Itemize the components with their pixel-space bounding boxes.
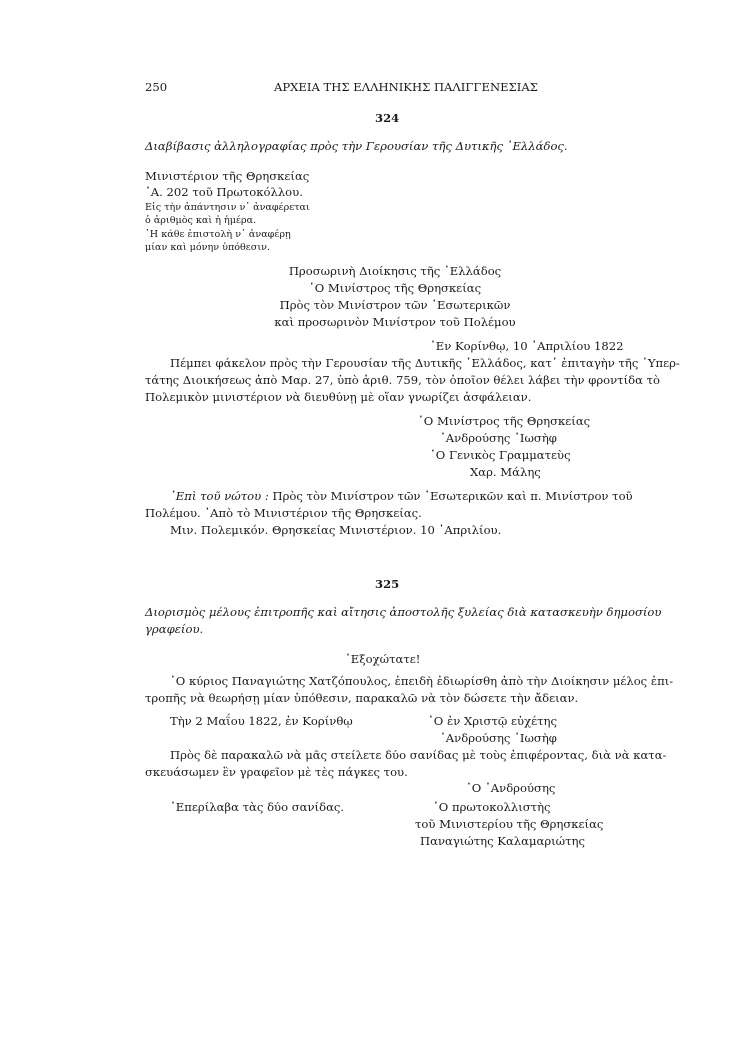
place-date: ᾿Εν Κορίνθῳ, 10 ᾿Απριλίου 1822	[430, 339, 624, 353]
document-title-325: γραφείου.	[145, 622, 204, 636]
signature-line: τοῦ Μινιστερίου τῆς Θρησκείας	[415, 817, 604, 831]
body-line: σκευάσωμεν ἓν γραφεῖον μὲ τὲς πάγκες του.	[145, 765, 408, 779]
protocol-note-line: ὁ ἀριθμὸς καὶ ἡ ἡμέρα.	[145, 215, 257, 226]
heading-line: Προσωρινὴ Διοίκησις τῆς ῾Ελλάδος	[288, 264, 502, 278]
receipt-note: ᾿Επερίλαβα τὰς δύο σανίδας.	[170, 800, 345, 814]
verso-line: Μιν. Πολεμικόν. Θρησκείας Μινιστέριον. 10 ᾿Απριλίου.	[170, 523, 502, 537]
signature-line: ᾿Ανδρούσης ᾿Ιωσὴφ	[440, 731, 557, 745]
document-number-325: 325	[375, 577, 400, 591]
document-title-324: Διαβίβασις ἀλληλογραφίας πρὸς τὴν Γερουσίαν τῆς Δυτικῆς ῾Ελλάδος.	[145, 139, 568, 153]
page-number: 250	[145, 80, 168, 94]
body-line: Πολεμικὸν μινιστέριον νὰ διευθύνῃ μὲ οἵαν γνωρίζει ἀσφάλειαν.	[145, 390, 532, 404]
signature-line: ῾Ο πρωτοκολλιστὴς	[433, 800, 551, 814]
heading-line: καὶ προσωρινὸν Μινίστρον τοῦ Πολέμου	[274, 315, 516, 329]
document-title-325: Διορισμὸς μέλους ἐπιτροπῆς καὶ αἴτησις ἀποστολῆς ξυλείας διὰ κατασκευὴν δημοσίου	[145, 605, 662, 619]
body-line: Πρὸς δὲ παρακαλῶ νὰ μᾶς στείλετε δύο σανίδας μὲ τοὺς ἐπιφέροντας, διὰ νὰ κατα-	[170, 748, 667, 762]
protocol-note-line: μίαν καὶ μόνην ὑπόθεσιν.	[145, 242, 270, 253]
salutation: ᾿Εξοχώτατε!	[345, 652, 421, 666]
protocol-note-line: Εἰς τὴν ἀπάντησιν ν᾿ ἀναφέρεται	[145, 202, 310, 213]
body-line: ῾Ο κύριος Παναγιώτης Χατζόπουλος, ἐπειδὴ ἐδιωρίσθη ἀπὸ τὴν Διοίκησιν μέλος ἐπι-	[170, 674, 674, 688]
heading-line: ῾Ο Μινίστρος τῆς Θρησκείας	[308, 281, 482, 295]
heading-line: Πρὸς τὸν Μινίστρον τῶν ᾿Εσωτερικῶν	[279, 298, 511, 312]
body-line: τάτης Διοικήσεως ἀπὸ Μαρ. 27, ὑπὸ ἀριθ. 759, τὸν ὁποῖον θέλει λάβει τὴν φροντίδα τὸ	[145, 373, 661, 387]
verso-line	[170, 489, 633, 503]
protocol-line: ᾿Α. 202 τοῦ Πρωτοκόλλου.	[145, 185, 303, 199]
protocol-note-line: ῾Η κάθε ἐπιστολὴ ν᾿ ἀναφέρῃ	[145, 229, 291, 240]
signature-line: Παναγιώτης Καλαμαριώτης	[420, 834, 585, 848]
verso-label: ᾿Επὶ τοῦ νώτου :	[170, 489, 269, 503]
signature-line: ῾Ο ἐν Χριστῷ εὐχέτης	[428, 714, 557, 728]
running-title: ΑΡΧΕΙΑ ΤΗΣ ΕΛΛΗΝΙΚΗΣ ΠΑΛΙΓΓΕΝΕΣΙΑΣ	[274, 80, 538, 94]
verso-text: Πρὸς τὸν Μινίστρον τῶν ᾿Εσωτερικῶν καὶ π. Μινίστρον τοῦ	[268, 489, 633, 503]
body-line: Πέμπει φάκελον πρὸς τὴν Γερουσίαν τῆς Δυτικῆς ῾Ελλάδος, κατ᾿ ἐπιταγὴν τῆς ῾Υπερ-	[170, 356, 680, 370]
signature-line: ῾Ο Μινίστρος τῆς Θρησκείας	[418, 414, 591, 428]
signature-line: ῾Ο Γενικὸς Γραμματεὺς	[430, 448, 571, 462]
date-line: Τὴν 2 Μαΐου 1822, ἐν Κορίνθῳ	[170, 714, 353, 728]
verso-line: Πολέμου. ᾿Απὸ τὸ Μινιστέριον τῆς Θρησκείας.	[145, 506, 422, 520]
document-number-324: 324	[375, 111, 400, 125]
ministry-line: Μινιστέριον τῆς Θρησκείας	[145, 169, 310, 183]
signature-line: ῾Ο ᾿Ανδρούσης	[466, 781, 556, 795]
signature-line: ᾿Ανδρούσης ᾿Ιωσὴφ	[440, 431, 557, 445]
body-line: τροπῆς νὰ θεωρήσῃ μίαν ὑπόθεσιν, παρακαλῶ νὰ τὸν δώσετε τὴν ἄδειαν.	[145, 691, 579, 705]
signature-line: Χαρ. Μάλης	[470, 465, 541, 479]
